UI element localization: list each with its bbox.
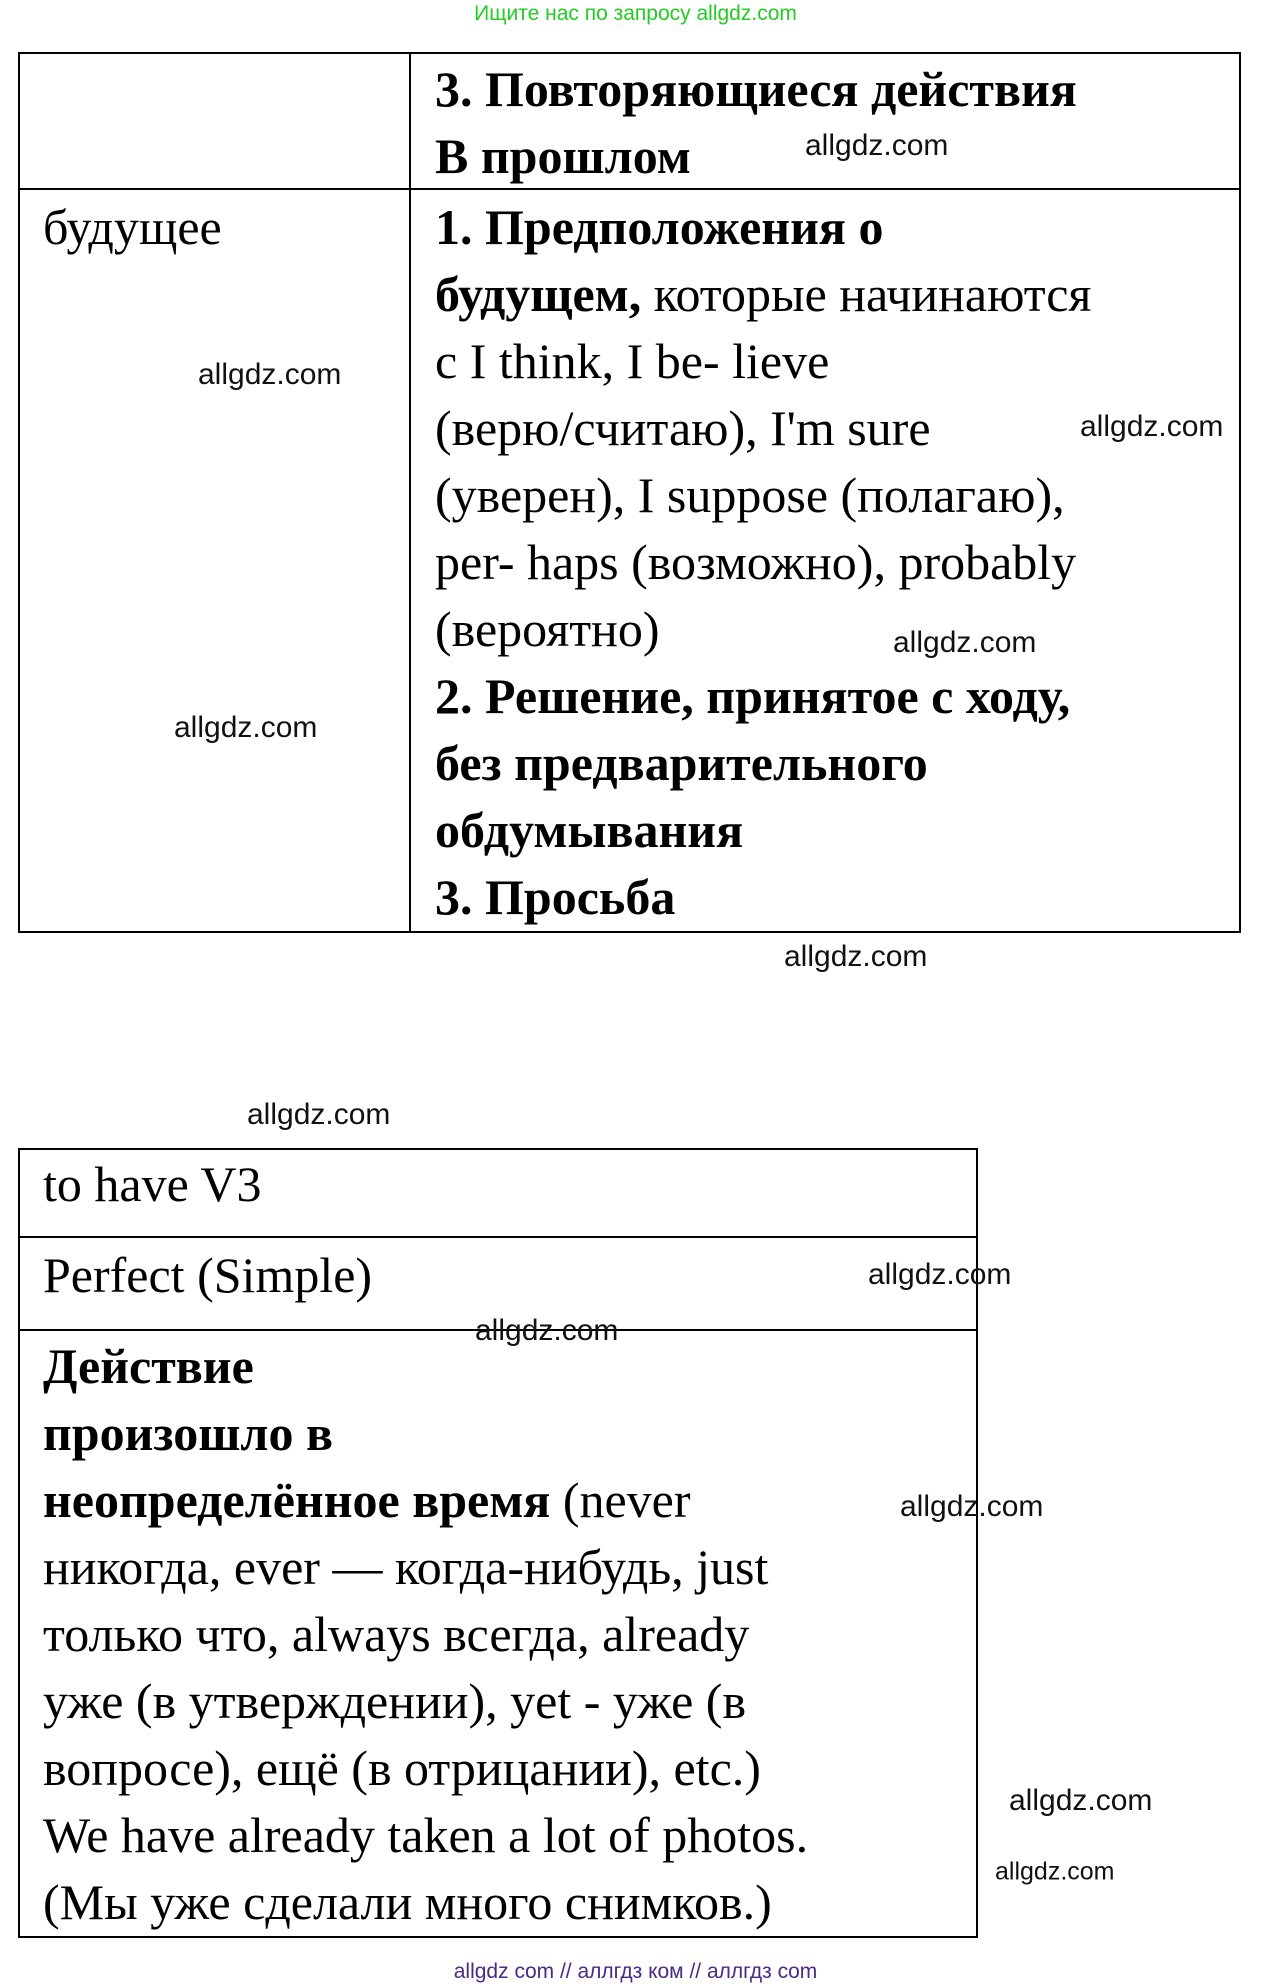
table2-row1: to have V3	[43, 1156, 262, 1212]
watermark: allgdz.com	[995, 1857, 1115, 1886]
watermark: allgdz.com	[805, 129, 949, 162]
text-line: (уверен), I suppose (полагаю),	[435, 467, 1065, 523]
watermark: allgdz.com	[893, 626, 1037, 659]
text-line: вопросе), ещё (в отрицании), etc.)	[43, 1740, 761, 1796]
row-divider	[18, 1236, 978, 1238]
text: (never	[550, 1472, 691, 1528]
bold-text: будущем,	[435, 266, 642, 322]
text-line: (верю/считаю), I'm sure	[435, 400, 931, 456]
column-divider	[409, 52, 411, 933]
table1-row1-right	[435, 56, 1077, 190]
text-line	[435, 261, 1091, 328]
search-hint: Ищите нас по запросу allgdz.com	[474, 2, 797, 25]
watermark: allgdz.com	[247, 1098, 391, 1131]
watermark: allgdz.com	[174, 711, 318, 744]
watermark: allgdz.com	[900, 1490, 1044, 1523]
watermark: allgdz.com	[475, 1314, 619, 1347]
text-line: 3. Просьба	[435, 869, 676, 925]
bold-text: неопределённое время	[43, 1472, 551, 1528]
text-line: без предварительного	[435, 735, 928, 791]
watermark: allgdz.com	[198, 358, 342, 391]
footer-links: allgdz com // аллгдз ком // аллгдз com	[453, 1960, 818, 1983]
watermark: allgdz.com	[784, 940, 928, 973]
text-line: уже (в утверждении), yet - уже (в	[43, 1673, 747, 1729]
text-line: (вероятно)	[435, 601, 660, 657]
table2-row2: Perfect (Simple)	[43, 1247, 373, 1303]
watermark: allgdz.com	[1009, 1784, 1153, 1817]
text-line: 2. Решение, принятое с ходу,	[435, 668, 1071, 724]
watermark: allgdz.com	[868, 1258, 1012, 1291]
text-line	[43, 1467, 808, 1534]
text-line: per- haps (возможно), probably	[435, 534, 1077, 590]
text-line: никогда, ever — когда-нибудь, just	[43, 1539, 769, 1595]
text-line: В прошлом	[435, 128, 691, 184]
table1-row2-right	[435, 194, 1091, 931]
text-line: только что, always всегда, already	[43, 1606, 750, 1662]
table1-row2-left: будущее	[43, 199, 222, 255]
text-line: 1. Предположения о	[435, 199, 884, 255]
text-line: (Мы уже сделали много снимков.)	[43, 1874, 772, 1930]
table2-row3	[43, 1333, 808, 1936]
text: которые начинаются	[641, 266, 1092, 322]
text-line: Действие	[43, 1338, 254, 1394]
text-line: 3. Повторяющиеся действия	[435, 61, 1077, 117]
text-line: обдумывания	[435, 802, 744, 858]
text-line: с I think, I be- lieve	[435, 333, 830, 389]
text-line: произошло в	[43, 1405, 333, 1461]
text-line: We have already taken a lot of photos.	[43, 1807, 809, 1863]
watermark: allgdz.com	[1080, 410, 1224, 443]
